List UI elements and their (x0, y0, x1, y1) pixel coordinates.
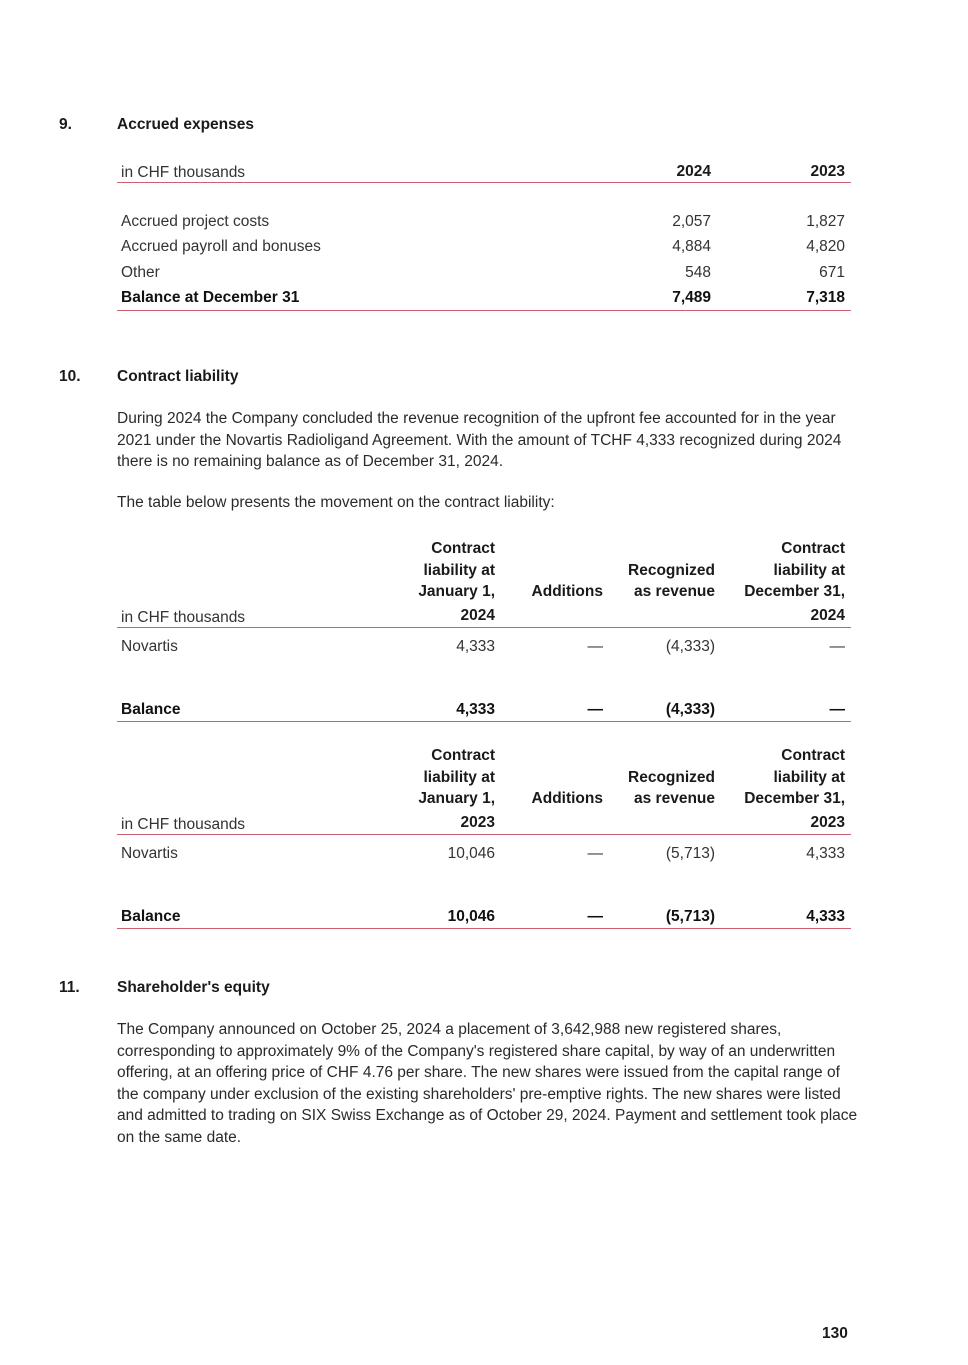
header-line: liability at (423, 768, 495, 786)
header-line: as revenue (634, 583, 715, 600)
column-year (609, 603, 721, 628)
column-year: 2024 (721, 603, 851, 628)
total-value: (4,333) (609, 667, 721, 721)
column-header: 2023 (717, 160, 851, 183)
total-value: 4,333 (371, 667, 501, 721)
cell-value: 10,046 (447, 845, 495, 863)
column-year (501, 603, 609, 628)
total-row (117, 286, 851, 311)
cell-value: 4,333 (806, 845, 845, 863)
column-header (721, 538, 851, 603)
table-header-row (117, 160, 851, 183)
column-header: 2024 (587, 160, 717, 183)
cell-value: 2,057 (672, 212, 711, 230)
header-line: as revenue (634, 790, 715, 807)
table-row (117, 209, 851, 235)
total-label: Balance (117, 874, 371, 928)
cell-value: 4,333 (456, 638, 495, 656)
cell-value: 548 (685, 263, 711, 281)
accrued-expenses-table (117, 160, 851, 311)
cell-value: — (587, 845, 603, 863)
header-line: December 31, (744, 790, 845, 807)
row-label: Novartis (121, 845, 178, 863)
section-10-title: Contract liability (117, 368, 239, 385)
total-row (117, 874, 851, 928)
cell-value: 4,884 (672, 238, 711, 256)
cell-value: 671 (819, 263, 845, 281)
header-line: liability at (773, 768, 845, 786)
total-value: — (501, 667, 609, 721)
table-header-row (117, 810, 851, 835)
total-value: 4,333 (721, 874, 851, 928)
cell-value: — (829, 638, 845, 656)
table-row (117, 834, 851, 874)
cell-value: 1,827 (806, 212, 845, 230)
section-9-title: Accrued expenses (117, 116, 254, 133)
row-label: Accrued payroll and bonuses (121, 238, 321, 256)
column-header (371, 745, 501, 810)
page-number: 130 (822, 1325, 848, 1342)
header-line: Recognized (628, 561, 715, 579)
section-10-intro: The table below presents the movement on the contract liability: (117, 494, 555, 511)
table-row (117, 260, 851, 286)
contract-liability-table-2024 (117, 538, 851, 722)
table-header-row (117, 603, 851, 628)
header-line: Contract (431, 540, 495, 557)
total-value: 7,318 (717, 286, 851, 311)
column-year (501, 810, 609, 835)
header-line: December 31, (744, 583, 845, 600)
column-header (371, 538, 501, 603)
total-label: Balance at December 31 (117, 286, 587, 311)
column-year: 2023 (721, 810, 851, 835)
section-11-title: Shareholder's equity (117, 979, 270, 996)
column-header: Additions (531, 790, 603, 807)
column-year: 2024 (371, 603, 501, 628)
unit-label: in CHF thousands (117, 810, 371, 835)
header-line: Recognized (628, 768, 715, 786)
total-value: 7,489 (587, 286, 717, 311)
header-line: Contract (781, 540, 845, 557)
cell-value: 4,820 (806, 238, 845, 256)
header-line: January 1, (418, 790, 495, 807)
total-value: — (501, 874, 609, 928)
row-label: Novartis (121, 638, 178, 656)
unit-label: in CHF thousands (117, 603, 371, 628)
header-line: liability at (773, 561, 845, 579)
cell-value: — (587, 638, 603, 656)
cell-value: (4,333) (665, 638, 715, 656)
total-value: 10,046 (371, 874, 501, 928)
column-header: Additions (531, 583, 603, 600)
section-11-number: 11. (59, 979, 80, 996)
total-label: Balance (117, 667, 371, 721)
total-value: (5,713) (609, 874, 721, 928)
table-row (117, 235, 851, 261)
cell-value: (5,713) (665, 845, 715, 863)
header-line: liability at (423, 561, 495, 579)
column-header (609, 538, 721, 603)
column-header (721, 745, 851, 810)
unit-label: in CHF thousands (117, 160, 587, 183)
column-year (609, 810, 721, 835)
row-label: Accrued project costs (121, 212, 270, 230)
header-line: January 1, (418, 583, 495, 600)
header-line: Contract (781, 747, 845, 764)
header-line: Contract (431, 747, 495, 764)
total-value: — (721, 667, 851, 721)
section-10-paragraph: During 2024 the Company concluded the revenue recognition of the upfront fee accounted for in the year 2021 under the Novartis Radioligand Agreement. With the amount of TCHF 4,333 recognized during 2024 there is no remaining balance as of December 31, 2024. (117, 410, 842, 470)
section-9-number: 9. (59, 116, 72, 133)
section-10-number: 10. (59, 368, 81, 385)
section-11-paragraph: The Company announced on October 25, 2024 a placement of 3,642,988 new registered shares, corresponding to approximately 9% of the Company's registered share capital, by way of an underwritten offering, at an offering price of CHF 4.76 per share. The new shares were issued from the capital range of the company under exclusion of the existing shareholders' pre-emptive rights. The new shares were listed and admitted to trading on SIX Swiss Exchange as of October 29, 2024. Payment and settlement took place on the same date. (117, 1021, 858, 1146)
row-label: Other (121, 263, 160, 281)
column-year: 2023 (371, 810, 501, 835)
contract-liability-table-2023 (117, 745, 851, 929)
column-header (609, 745, 721, 810)
table-row (117, 627, 851, 667)
total-row (117, 667, 851, 721)
